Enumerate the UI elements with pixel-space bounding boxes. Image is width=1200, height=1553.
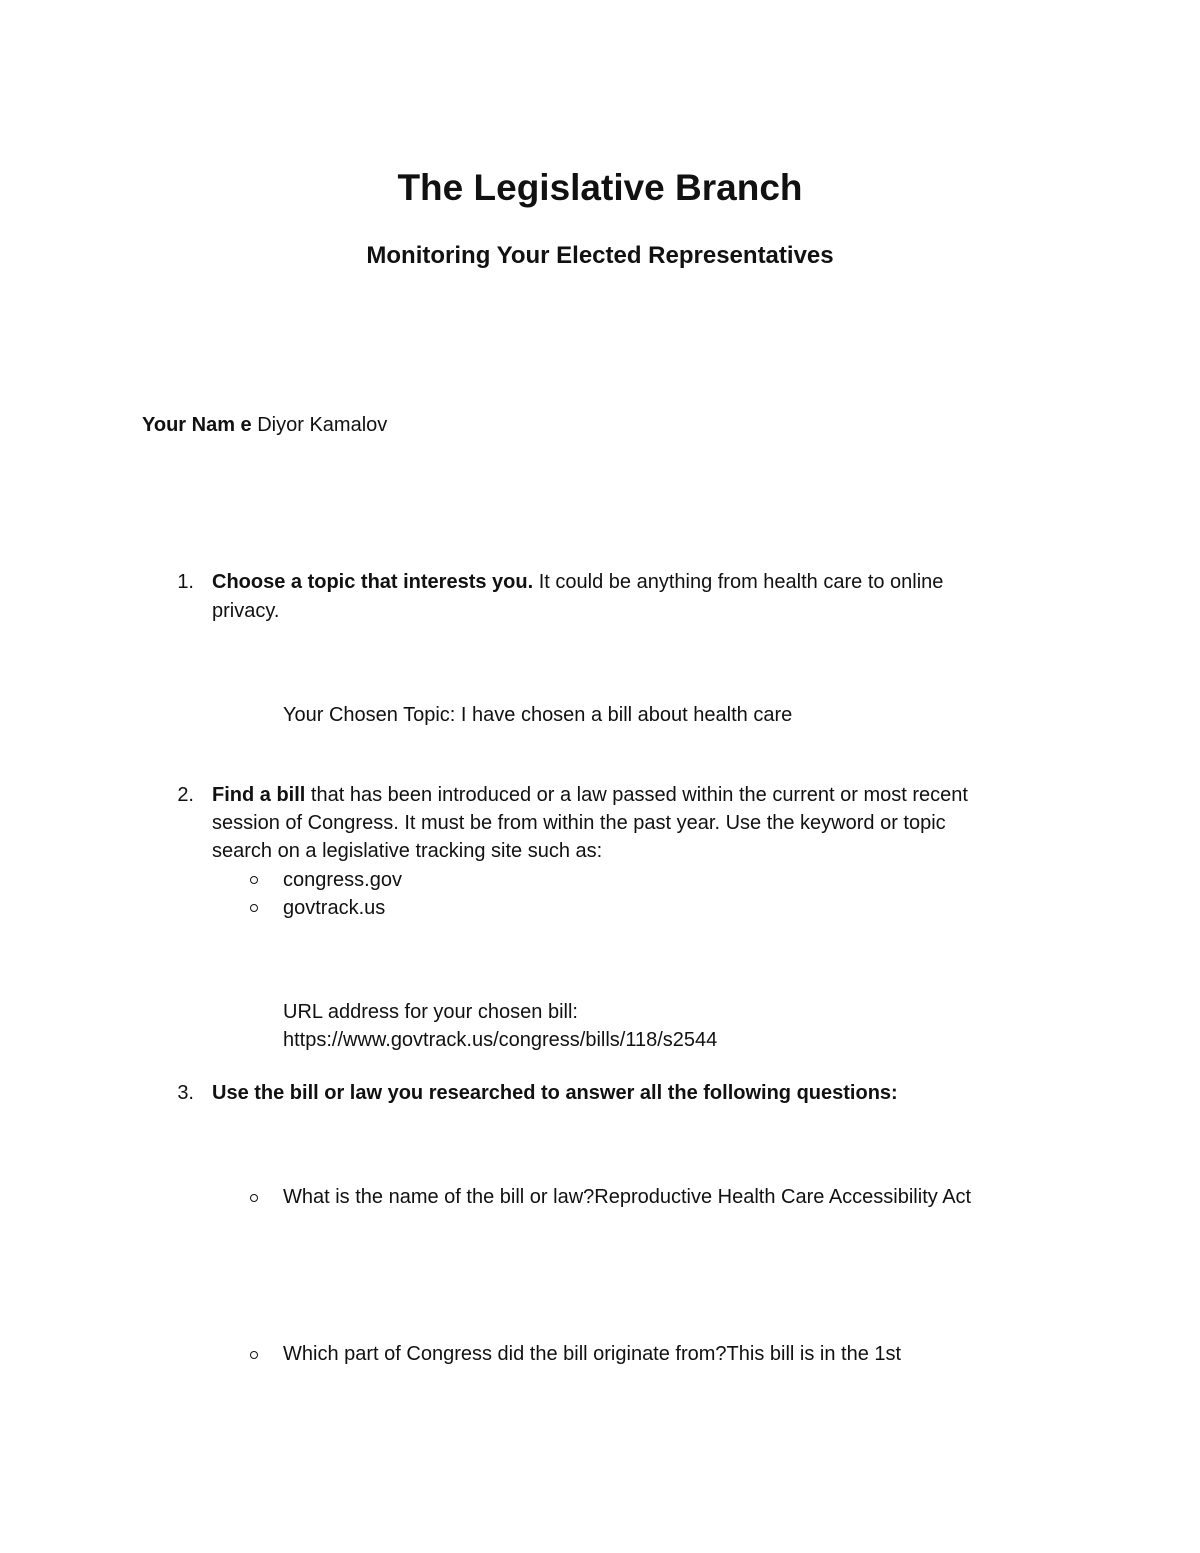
hollow-bullet-icon bbox=[250, 1351, 258, 1359]
document-title: The Legislative Branch bbox=[397, 167, 803, 208]
item-number: 3. bbox=[177, 1082, 194, 1104]
hollow-bullet-icon bbox=[250, 876, 258, 884]
question-2: Which part of Congress did the bill originate from?This bill is in the 1st bbox=[283, 1343, 902, 1365]
item-1-line-2: privacy. bbox=[212, 600, 280, 622]
url-label: URL address for your chosen bill: bbox=[283, 1001, 578, 1023]
item-1-text: It could be anything from health care to online bbox=[538, 571, 944, 593]
site-item-congress: congress.gov bbox=[283, 869, 402, 891]
hollow-bullet-icon bbox=[250, 904, 258, 912]
item-3-bold: Use the bill or law you researched to answer all the following questions: bbox=[212, 1082, 898, 1104]
document-subtitle: Monitoring Your Elected Representatives bbox=[366, 242, 834, 269]
name-value: Diyor Kamalov bbox=[257, 414, 388, 436]
item-2-bold: Find a bill bbox=[212, 784, 306, 806]
name-label: Your Nam e bbox=[142, 414, 252, 436]
item-2-line-1 bbox=[212, 781, 968, 809]
item-number: 2. bbox=[177, 784, 194, 806]
item-number: 1. bbox=[177, 571, 194, 593]
item-2-line-3: search on a legislative tracking site such as: bbox=[212, 840, 603, 862]
chosen-topic-answer: Your Chosen Topic: I have chosen a bill about health care bbox=[283, 704, 793, 726]
site-item-govtrack: govtrack.us bbox=[283, 897, 386, 919]
item-2-text: that has been introduced or a law passed within the current or most recent bbox=[310, 784, 968, 806]
name-line bbox=[142, 411, 387, 439]
hollow-bullet-icon bbox=[250, 1194, 258, 1202]
url-value: https://www.govtrack.us/congress/bills/118/s2544 bbox=[283, 1029, 718, 1051]
question-1: What is the name of the bill or law?Reproductive Health Care Accessibility Act bbox=[283, 1186, 972, 1208]
item-1-bold: Choose a topic that interests you. bbox=[212, 571, 534, 593]
item-2-line-2: session of Congress. It must be from within the past year. Use the keyword or topic bbox=[212, 812, 946, 834]
item-1-line-1 bbox=[212, 568, 943, 596]
